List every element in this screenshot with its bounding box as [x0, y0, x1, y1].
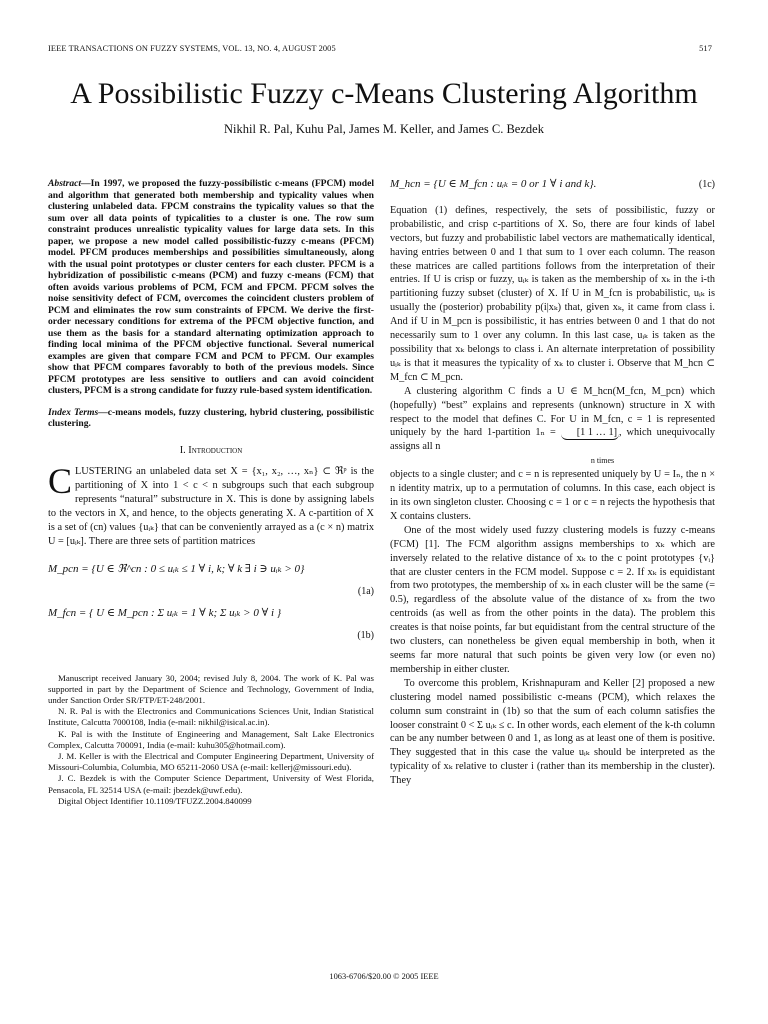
- intro-paragraph: [48, 461, 374, 548]
- equation-1c-body: M_hcn = {U ∈ M_fcn : uᵢₖ = 0 or 1 ∀ i and k}.: [390, 178, 597, 190]
- abstract-body: In 1997, we proposed the fuzzy-possibilistic c-means (FPCM) model and algorithm that generated both membership and typicality values when clustering unlabeled data. FPCM constrains the typicality values so that the sum over all data points of typicalities to a cluster is one. The row sum constraint produces unrealistic typicality values for large data sets. In this paper, we propose a new model called possibilistic-fuzzy c-means (PFCM) model. PFCM produces memberships and possibilities simultaneously, along with the usual point prototypes or cluster centers for each cluster. PFCM is a hybridization of possibilistic c-means (PCM) and fuzzy c-means (FCM) that often avoids various problems of PCM, FCM and FPCM. PFCM solves the noise sensitivity defect of FCM, overcomes the coincident clusters problem of PCM and eliminates the row sum constraints of FPCM. We derive the first-order necessary conditions for extrema of the PFCM objective function, and use them as the basis for a standard alternating optimization approach to finding local minima of the PFCM objective functional. Several numerical examples are given that compare FCM and PCM to PFCM. Our examples show that PFCM compares favorably to both of the previous models. Since PFCM prototypes are less sensitive to outliers and can avoid coincident clusters, PFCM is a strong candidate for fuzzy rule-based system identification.: [48, 178, 374, 396]
- equation-1b: [48, 607, 374, 621]
- partition-definition-paragraph: Equation (1) defines, respectively, the sets of possibilistic, fuzzy or probabilistic, and crisp c-partitions of X. So, there are four kinds of label vectors, but fuzzy and probabilistic label vectors are mathematically identical, having entries between 0 and 1 that sum to 1 over each column. The reason these matrices are called partitions follows from the interpretation of their entries. If U is crisp or fuzzy, uᵢₖ is taken as the membership of xₖ in the i-th partitioning fuzzy subset (cluster) of X. If U in M_fcn is probabilistic, uᵢₖ is usually the (posterior) probability p(i|xₖ) that, given xₖ, it came from class i. And if U in M_pcn is possibilistic, it has entries between 0 and 1 that do not necessarily sum to 1 over any column. In this last case, uᵢₖ is taken as the possibility that xₖ belongs to class i. An alternate interpretation of possibility uᵢₖ is that it measures the typicality of xₖ to cluster i. Observe that M_hcn ⊂ M_fcn ⊂ M_pcn.: [390, 204, 715, 383]
- equation-1b-body: M_fcn = { U ∈ M_pcn : Σ uᵢₖ = 1 ∀ k; Σ uᵢₖ > 0 ∀ i }: [48, 606, 282, 619]
- copyright-line: 1063-6706/$20.00 © 2005 IEEE: [329, 972, 439, 981]
- underbrace-label: n times: [590, 456, 615, 466]
- index-terms-body: c-means models, fuzzy clustering, hybrid clustering, possibilistic clustering.: [48, 406, 374, 429]
- equation-1a: [48, 563, 374, 577]
- footnotes: [48, 673, 374, 807]
- running-header: [48, 44, 712, 58]
- index-terms: [48, 407, 374, 430]
- footnote-manuscript: Manuscript received January 30, 2004; revised July 8, 2004. The work of K. Pal was supported in part by the Department of Science and Technology, Government of India, under Sanction Order SR/FTP/ET-248/2001.: [48, 672, 374, 706]
- journal-name: IEEE TRANSACTIONS ON FUZZY SYSTEMS, VOL. 13, NO. 4, AUGUST 2005: [48, 44, 336, 53]
- equation-1c-number: (1c): [698, 179, 715, 190]
- page-number: 517: [699, 44, 712, 53]
- section-heading-introduction: I. Introduction: [179, 444, 243, 456]
- equation-1b-number: (1b): [357, 629, 374, 641]
- equation-1a-number-row: [48, 585, 374, 599]
- left-column: [48, 178, 374, 807]
- clustering-text-a: A clustering algorithm C finds a U ∈ M_hcn(M_fcn, M_pcn) which (hopefully) “best” explains and represents (unknown) structure in X with respect to the model that defines C. For U in M_fcn, c = 1 is represented uniquely by the hard 1-partition 1ₙ =: [390, 385, 715, 439]
- right-column: [390, 178, 715, 788]
- hard-partition-vector: [1 1 … 1]: [561, 427, 619, 440]
- footnote-keller: J. M. Keller is with the Electrical and Computer Engineering Department, University of Missouri-Columbia, Columbia, MO 65211-2060 USA (e-mail: kellerj@missouri.edu).: [48, 751, 374, 773]
- equation-1a-number: (1a): [357, 585, 374, 597]
- abstract: [48, 178, 374, 397]
- footnote-pal-n: N. R. Pal is with the Electronics and Communications Sciences Unit, Indian Statistical Institute, Calcutta 7000108, India (e-mail: nikhil@isical.ac.in).: [48, 706, 374, 728]
- clustering-continued-paragraph: objects to a single cluster; and c = n is represented uniquely by U = Iₙ, the n × n identity matrix, up to a permutation of columns. In this case, each object is in its own singleton cluster. Choosing c = 1 or c = n rejects the hypothesis that X contains clusters.: [390, 469, 715, 522]
- footnote-bezdek: J. C. Bezdek is with the Computer Science Department, University of West Florida, Pensacola, FL 32514 USA (e-mail: jbezdek@uwf.edu).: [48, 773, 374, 795]
- pcm-paragraph: To overcome this problem, Krishnapuram and Keller [2] proposed a new clustering model named possibilistic c-means (PCM), which relaxes the column sum constraint in (1b) so that the sum of each column satisfies the looser constraint 0 < Σ uᵢₖ ≤ c. In other words, each element of the k-th column can be any number between 0 and 1, as long as at least one of them is positive. They suggested that in this case the value uᵢₖ should be interpreted as the typicality of xₖ relative to cluster i (rather than its membership in the cluster). They: [390, 677, 715, 787]
- footnote-doi: Digital Object Identifier 10.1109/TFUZZ.2004.840099: [58, 795, 252, 806]
- equation-1c: [390, 178, 715, 192]
- drop-cap: C: [48, 461, 73, 502]
- fcm-paragraph: One of the most widely used fuzzy clustering models is fuzzy c-means (FCM) [1]. The FCM algorithm assigns memberships to xₖ which are inversely related to the relative distance of xₖ to the c point prototypes {vᵢ} that are cluster centers in the FCM model. Suppose c = 2. If xₖ is equidistant from two prototypes, the membership of xₖ in each cluster will be the same (= 0.5), regardless of the absolute value of the distance of xₖ from the two centroids (as well as from the other points in the data). The problem this creates is that noise points, far but equidistant from the central structure of the two clusters, can nonetheless be given equal membership in both, when it seems far more natural that such points be given very low (or even no) membership in either cluster.: [390, 524, 715, 675]
- clustering-text-b: , which unequivocally assigns all n: [390, 427, 715, 453]
- equation-1b-number-row: [48, 629, 374, 643]
- clustering-algorithm-paragraph: [390, 385, 715, 455]
- index-terms-lead: Index Terms—: [48, 406, 108, 418]
- footnote-pal-k: K. Pal is with the Institute of Engineering and Management, Salt Lake Electronics Complex, Calcutta 700091, India (e-mail: kuhu305@hotmail.com).: [48, 728, 374, 750]
- intro-text: LUSTERING an unlabeled data set X = {x₁, x₂, …, xₙ} ⊂ ℜᵖ is the partitioning of X into 1 < c < n subgroups such that each subgroup represents “natural” substructure in X. This is done by assigning labels to the vectors in X, and hence, to the objects generating X. A c-partition of X is a set of (cn) values {uᵢₖ} that can be conveniently arrayed as a (c × n) matrix U = [uᵢₖ]. There are three sets of partition matrices: [48, 466, 374, 547]
- author-list: Nikhil R. Pal, Kuhu Pal, James M. Keller, and James C. Bezdek: [224, 122, 544, 136]
- equation-1a-body: M_pcn = {U ∈ ℜ^cn : 0 ≤ uᵢₖ ≤ 1 ∀ i, k; ∀ k ∃ i ∋ uᵢₖ > 0}: [48, 562, 305, 575]
- abstract-lead: Abstract—: [48, 178, 91, 189]
- paper-title: A Possibilistic Fuzzy c-Means Clustering Algorithm: [70, 77, 698, 110]
